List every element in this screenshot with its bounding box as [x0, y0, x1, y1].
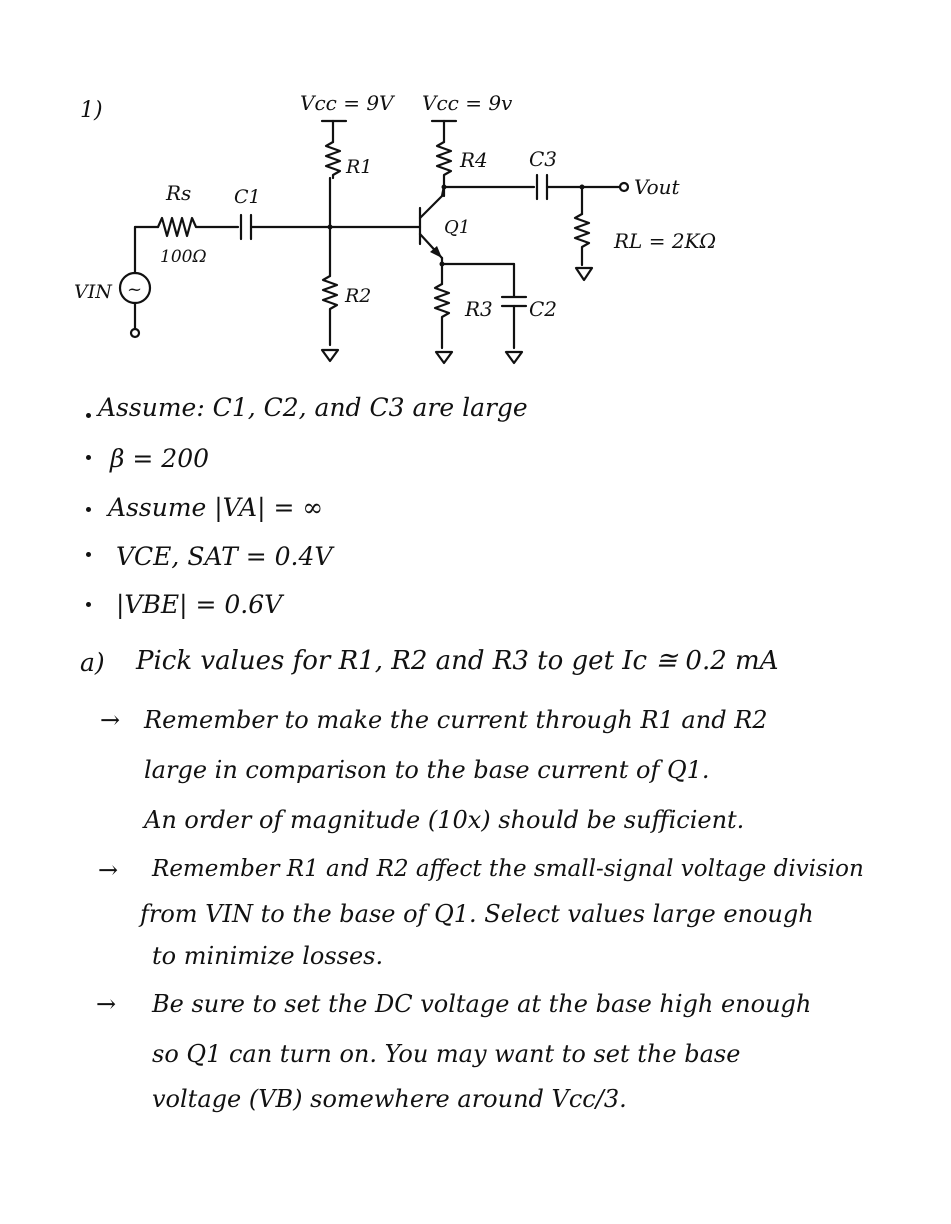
note-line: large in comparison to the base current of Q1. [144, 756, 710, 784]
assumption-item: VCE, SAT = 0.4V [116, 542, 333, 571]
r2-ground-icon [322, 350, 338, 361]
bullet-icon [86, 552, 91, 557]
part-a-label: a) [80, 648, 105, 677]
part-a-question: Pick values for R1, R2 and R3 to get Ic ≅ 0.2 mA [136, 646, 779, 676]
arrow-icon: → [96, 990, 117, 1018]
arrow-icon: → [100, 706, 121, 734]
assumption-item: Assume: C1, C2, and C3 are large [98, 393, 528, 422]
vout-terminal [620, 183, 628, 191]
assumption-item: β = 200 [110, 444, 210, 473]
vcc-right-label: Vcc = 9v [422, 91, 513, 115]
c2-ground-icon [506, 352, 522, 363]
note-line: to minimize losses. [152, 942, 384, 970]
r3-resistor [435, 284, 449, 348]
c3-label: C3 [529, 147, 558, 171]
bullet-icon [86, 455, 91, 460]
bullet-icon [86, 413, 91, 418]
vin-label: VIN [74, 281, 112, 303]
arrow-icon: → [98, 856, 119, 884]
assumption-item: Assume |VA| = ∞ [108, 493, 324, 522]
c1-label: C1 [234, 186, 261, 208]
rl-label: RL = 2KΩ [614, 229, 717, 253]
circuit-schematic [0, 0, 951, 380]
rs-label: Rs [166, 181, 192, 205]
bullet-icon [86, 602, 91, 607]
r2-resistor [323, 276, 337, 345]
rs-resistor [158, 218, 238, 236]
rl-ground-icon [576, 268, 592, 280]
note-line: Remember to make the current through R1 and R2 [144, 706, 768, 734]
problem-number: 1) [80, 98, 103, 123]
note-line: voltage (VB) somewhere around Vcc/3. [152, 1085, 627, 1113]
vcc-left-label: Vcc = 9V [300, 91, 394, 115]
rl-resistor [575, 214, 589, 265]
note-line: from VIN to the base of Q1. Select values large enough [140, 900, 814, 928]
r1-resistor [326, 142, 340, 178]
assumption-item: |VBE| = 0.6V [116, 590, 283, 619]
vin-ground-icon [131, 329, 139, 337]
r2-label: R2 [345, 285, 372, 307]
r3-label: R3 [465, 297, 493, 321]
vcc-left-terminal [322, 121, 346, 142]
note-line: An order of magnitude (10x) should be sufficient. [144, 806, 745, 834]
q1-label: Q1 [444, 217, 471, 238]
c2-label: C2 [529, 297, 558, 321]
note-line: Remember R1 and R2 affect the small-signal voltage division [152, 856, 864, 882]
r1-label: R1 [346, 156, 373, 178]
note-line: so Q1 can turn on. You may want to set the base [152, 1040, 741, 1068]
vin-source-icon [120, 273, 150, 303]
q1-transistor-icon [420, 196, 442, 258]
note-line: Be sure to set the DC voltage at the base high enough [152, 990, 812, 1018]
vout-label: Vout [634, 175, 680, 199]
r3-ground-icon [436, 352, 452, 363]
vcc-right-terminal [432, 121, 456, 142]
bullet-icon [86, 507, 91, 512]
r4-label: R4 [460, 148, 488, 172]
svg-text:~: ~ [127, 279, 143, 300]
rs-value: 100Ω [160, 247, 207, 267]
